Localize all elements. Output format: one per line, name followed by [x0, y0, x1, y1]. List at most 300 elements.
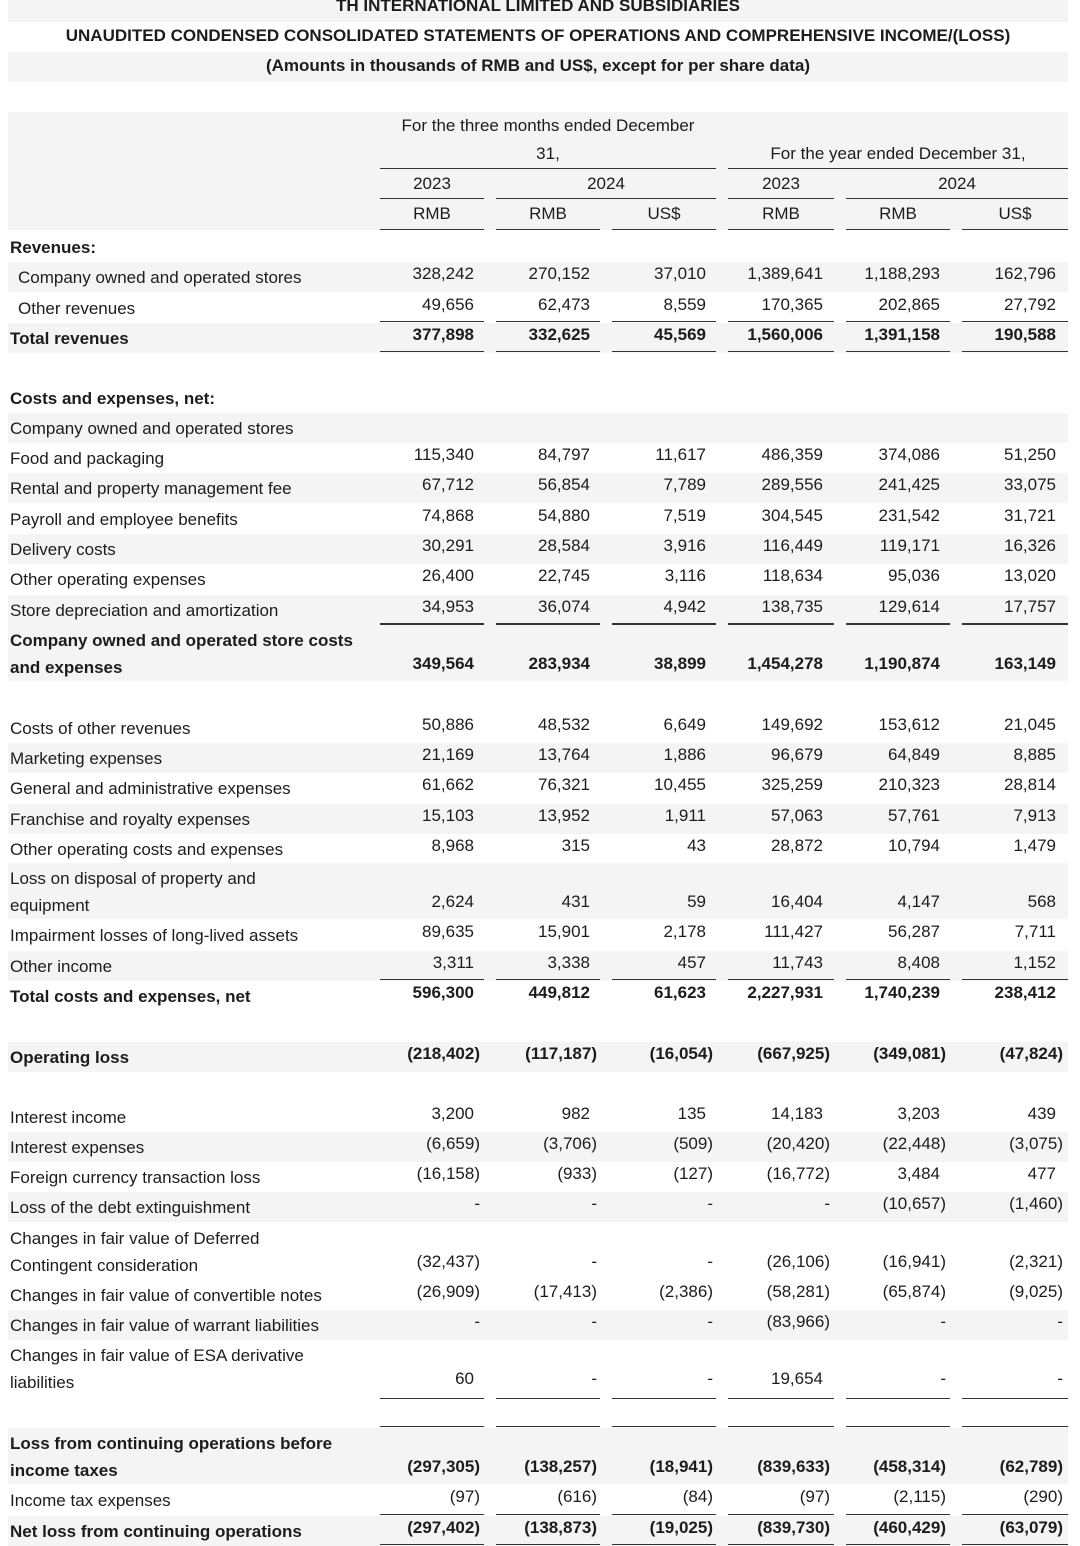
cell-value: 10,794	[888, 836, 940, 855]
row-label-line: Revenues:	[10, 238, 96, 257]
cell-value: 17,757	[1004, 597, 1056, 616]
cell-value: 138,735	[761, 597, 823, 616]
cell-value: 36,074	[538, 597, 590, 616]
total-rule	[380, 624, 484, 625]
cell-value: (3,075)	[1009, 1134, 1063, 1153]
row-label-line: Interest income	[10, 1108, 127, 1127]
total-rule	[962, 1426, 1068, 1427]
row-label	[10, 1134, 370, 1161]
row-label-line: Loss from continuing operations before	[10, 1434, 333, 1453]
cell-value: (290)	[1023, 1487, 1063, 1506]
header-year-2023-y: 2023	[762, 174, 800, 193]
row-label-line: income taxes	[10, 1461, 118, 1480]
cell-value: 54,880	[538, 506, 590, 525]
cell-value: -	[707, 1312, 713, 1331]
cell-value: 163,149	[994, 654, 1056, 673]
cell-value: 8,408	[897, 953, 940, 972]
cell-value: 15,901	[538, 922, 590, 941]
cell-value: (84)	[682, 1487, 713, 1506]
cell-value: 74,868	[422, 506, 474, 525]
cell-value: (127)	[673, 1164, 713, 1183]
cell-value: -	[940, 1369, 946, 1388]
cell-value: (65,874)	[882, 1282, 946, 1301]
row-label-line: Franchise and royalty expenses	[10, 810, 251, 829]
total-rule	[846, 321, 950, 322]
cell-value: 149,692	[761, 715, 823, 734]
cell-value: (47,824)	[999, 1044, 1063, 1063]
cell-value: 30,291	[422, 536, 474, 555]
row-label	[10, 953, 370, 980]
cell-value: 349,564	[412, 654, 474, 673]
total-rule	[846, 979, 950, 980]
row-label-line: Store depreciation and amortization	[10, 601, 279, 620]
cell-value: 332,625	[528, 325, 590, 344]
cell-value: -	[474, 1312, 480, 1331]
row-label-line: Costs of other revenues	[10, 719, 191, 738]
row-label	[10, 806, 370, 833]
row-label-line: Company owned and operated store costs	[10, 631, 353, 650]
header-year-2024-q: 2024	[587, 174, 625, 193]
cell-value: 325,259	[761, 775, 823, 794]
row-label	[10, 1194, 370, 1221]
header-currency-rmb: RMB	[529, 204, 567, 223]
cell-value: (20,420)	[766, 1134, 830, 1153]
row-label-line: Impairment losses of long-lived assets	[10, 926, 299, 945]
row-label	[10, 1044, 370, 1071]
row-label-line: Other income	[10, 957, 113, 976]
cell-value: 1,911	[664, 806, 706, 825]
cell-value: 31,721	[1004, 506, 1056, 525]
cell-value: 64,849	[888, 745, 940, 764]
cell-value: 238,412	[994, 983, 1056, 1002]
cell-value: 111,427	[764, 922, 823, 941]
cell-value: 28,584	[538, 536, 590, 555]
row-label	[10, 506, 370, 533]
row-label-line: Delivery costs	[10, 540, 116, 559]
cell-value: 26,400	[422, 566, 474, 585]
cell-value: 28,872	[771, 836, 823, 855]
cell-value: 3,311	[432, 953, 474, 972]
cell-value: 3,203	[897, 1104, 940, 1123]
row-label	[10, 865, 370, 919]
row-label	[10, 1518, 370, 1545]
row-label-line: Foreign currency transaction loss	[10, 1168, 261, 1187]
header-year-2023-q: 2023	[413, 174, 451, 193]
row-label	[10, 983, 370, 1010]
cell-value: 1,560,006	[747, 325, 823, 344]
header-quarter-period: For the three months ended December	[401, 116, 695, 135]
row-label-line: General and administrative expenses	[10, 779, 291, 798]
total-rule	[380, 979, 484, 980]
cell-value: 11,617	[655, 445, 706, 464]
row-label-line: Other operating expenses	[10, 570, 206, 589]
row-label	[10, 1430, 370, 1484]
cell-value: 15,103	[422, 806, 474, 825]
cell-value: (933)	[557, 1164, 597, 1183]
cell-value: (460,429)	[873, 1518, 946, 1537]
row-label	[10, 922, 370, 949]
row-label	[10, 415, 370, 442]
cell-value: (22,448)	[882, 1134, 946, 1153]
cell-value: 50,886	[422, 715, 474, 734]
cell-value: 37,010	[654, 264, 706, 283]
total-rule	[962, 321, 1068, 322]
cell-value: (2,115)	[893, 1487, 946, 1506]
cell-value: 57,063	[771, 806, 823, 825]
cell-value: 162,796	[994, 264, 1056, 283]
cell-value: 76,321	[538, 775, 590, 794]
cell-value: 7,913	[1013, 806, 1056, 825]
cell-value: 568	[1027, 892, 1056, 911]
row-label	[10, 475, 370, 502]
total-rule	[496, 1514, 600, 1515]
cell-value: -	[707, 1369, 713, 1388]
cell-value: 8,968	[431, 836, 474, 855]
cell-value: -	[824, 1194, 830, 1213]
cell-value: 8,559	[663, 295, 706, 314]
cell-value: (2,321)	[1009, 1252, 1063, 1271]
total-rule	[846, 1398, 950, 1399]
cell-value: (616)	[557, 1487, 597, 1506]
cell-value: 115,340	[413, 445, 474, 464]
row-label-line: Costs and expenses, net:	[10, 389, 216, 408]
row-label-line: Payroll and employee benefits	[10, 510, 238, 529]
total-rule	[728, 1398, 834, 1399]
row-label	[10, 1282, 370, 1309]
cell-value: 982	[561, 1104, 590, 1123]
total-rule	[612, 1514, 716, 1515]
cell-value: 56,854	[538, 475, 590, 494]
cell-value: 56,287	[888, 922, 940, 941]
cell-value: (19,025)	[649, 1518, 713, 1537]
row-label	[10, 715, 370, 742]
cell-value: 129,614	[878, 597, 940, 616]
cell-value: 190,588	[994, 325, 1056, 344]
row-label	[10, 1312, 370, 1339]
cell-value: (63,079)	[999, 1518, 1063, 1537]
cell-value: 11,743	[772, 953, 823, 972]
cell-value: 289,556	[761, 475, 823, 494]
cell-value: (97)	[799, 1487, 830, 1506]
row-label	[10, 775, 370, 802]
cell-value: 3,484	[897, 1164, 940, 1183]
cell-value: 27,792	[1004, 295, 1056, 314]
cell-value: 59	[687, 892, 706, 911]
cell-value: 43	[687, 836, 706, 855]
cell-value: (458,314)	[873, 1457, 946, 1476]
cell-value: 13,952	[538, 806, 590, 825]
cell-value: (138,257)	[524, 1457, 597, 1476]
cell-value: 62,473	[538, 295, 590, 314]
cell-value: 60	[455, 1369, 474, 1388]
cell-value: 2,227,931	[747, 983, 823, 1002]
total-rule	[612, 979, 716, 980]
cell-value: 315	[561, 836, 590, 855]
cell-value: 6,649	[663, 715, 706, 734]
row-label-line: Total costs and expenses, net	[10, 987, 251, 1006]
cell-value: 241,425	[878, 475, 940, 494]
total-rule	[846, 1544, 950, 1545]
cell-value: (62,789)	[999, 1457, 1063, 1476]
row-label-line: and expenses	[10, 658, 123, 677]
cell-value: 3,916	[663, 536, 706, 555]
cell-value: (6,659)	[426, 1134, 480, 1153]
header-rule	[962, 229, 1068, 230]
header-rule	[496, 198, 716, 199]
row-label	[10, 234, 370, 261]
cell-value: 33,075	[1004, 475, 1056, 494]
cell-value: 34,953	[422, 597, 474, 616]
row-label-line: Company owned and operated stores	[10, 419, 294, 438]
total-rule	[846, 624, 950, 625]
header-rule	[380, 168, 716, 169]
cell-value: (10,657)	[882, 1194, 946, 1213]
cell-value: 95,036	[888, 566, 940, 585]
row-label-line: Loss of the debt extinguishment	[10, 1198, 251, 1217]
cell-value: 1,391,158	[864, 325, 940, 344]
cell-value: 13,764	[538, 745, 590, 764]
cell-value: 116,449	[762, 536, 823, 555]
row-label-line: Changes in fair value of warrant liabilities	[10, 1316, 319, 1335]
row-label-line: Rental and property management fee	[10, 479, 292, 498]
cell-value: 270,152	[528, 264, 590, 283]
cell-value: 16,404	[771, 892, 823, 911]
cell-value: 1,190,874	[864, 654, 940, 673]
cell-value: 377,898	[412, 325, 474, 344]
cell-value: 8,885	[1013, 745, 1056, 764]
cell-value: 96,679	[771, 745, 823, 764]
header-rule	[380, 198, 484, 199]
cell-value: (17,413)	[533, 1282, 597, 1301]
cell-value: (32,437)	[416, 1252, 480, 1271]
total-rule	[496, 1426, 600, 1427]
amounts-note: (Amounts in thousands of RMB and US$, except for per share data)	[265, 56, 811, 75]
row-label-line: Company owned and operated stores	[18, 268, 302, 287]
header-currency-usd: US$	[647, 204, 681, 223]
cell-value: (138,873)	[524, 1518, 597, 1537]
total-rule	[728, 1514, 834, 1515]
header-currency-rmb: RMB	[762, 204, 800, 223]
row-label-line: Contingent consideration	[10, 1256, 199, 1275]
company-name: TH INTERNATIONAL LIMITED AND SUBSIDIARIES	[336, 0, 740, 15]
row-label	[10, 325, 370, 352]
cell-value: 10,455	[654, 775, 706, 794]
cell-value: 16,326	[1004, 536, 1056, 555]
cell-value: 1,454,278	[747, 654, 823, 673]
header-currency-usd: US$	[998, 204, 1032, 223]
header-quarter-period-line2: 31,	[536, 144, 560, 163]
total-rule	[728, 979, 834, 980]
total-rule	[846, 623, 950, 624]
cell-value: 21,045	[1004, 715, 1056, 734]
header-year-2024-y: 2024	[938, 174, 976, 193]
row-label-line: Other revenues	[18, 299, 136, 318]
cell-value: (83,966)	[766, 1312, 830, 1331]
cell-value: 84,797	[538, 445, 590, 464]
row-label	[10, 536, 370, 563]
total-rule	[962, 624, 1068, 625]
cell-value: 48,532	[538, 715, 590, 734]
header-year-period: For the year ended December 31,	[770, 144, 1026, 163]
row-label	[10, 1487, 370, 1514]
cell-value: (117,187)	[525, 1044, 597, 1063]
cell-value: 449,812	[528, 983, 590, 1002]
row-label	[10, 597, 370, 624]
cell-value: -	[591, 1369, 597, 1388]
cell-value: 49,656	[422, 295, 474, 314]
header-rule	[380, 229, 484, 230]
cell-value: 135	[677, 1104, 706, 1123]
cell-value: 22,745	[538, 566, 590, 585]
row-label	[10, 1342, 370, 1396]
total-rule	[728, 624, 834, 625]
cell-value: 3,338	[547, 953, 590, 972]
cell-value: 89,635	[422, 922, 474, 941]
cell-value: 3,116	[664, 566, 706, 585]
row-label	[10, 627, 370, 681]
row-label-line: Marketing expenses	[10, 749, 163, 768]
total-rule	[612, 624, 716, 625]
row-label-line: Operating loss	[10, 1048, 130, 1067]
header-currency-rmb: RMB	[879, 204, 917, 223]
total-rule	[612, 623, 716, 624]
total-rule	[728, 351, 834, 352]
total-rule	[496, 979, 600, 980]
cell-value: 61,662	[422, 775, 474, 794]
total-rule	[380, 1544, 484, 1545]
cell-value: 283,934	[528, 654, 590, 673]
cell-value: 170,365	[761, 295, 823, 314]
row-label-line: Changes in fair value of Deferred	[10, 1229, 260, 1248]
cell-value: 7,519	[663, 506, 706, 525]
cell-value: 7,789	[663, 475, 706, 494]
cell-value: 328,242	[412, 264, 474, 283]
cell-value: (16,158)	[416, 1164, 480, 1183]
total-rule	[612, 321, 716, 322]
cell-value: 304,545	[761, 506, 823, 525]
cell-value: (297,402)	[407, 1518, 480, 1537]
total-rule	[612, 1544, 716, 1545]
row-label	[10, 745, 370, 772]
cell-value: 14,183	[771, 1104, 823, 1123]
header-rule	[496, 229, 600, 230]
cell-value: 3,200	[431, 1104, 474, 1123]
cell-value: 7,711	[1014, 922, 1056, 941]
cell-value: (58,281)	[766, 1282, 830, 1301]
row-label	[10, 1104, 370, 1131]
cell-value: 2,624	[431, 892, 474, 911]
cell-value: 57,761	[888, 806, 940, 825]
cell-value: -	[1057, 1312, 1063, 1331]
cell-value: 486,359	[761, 445, 823, 464]
cell-value: 1,740,239	[864, 983, 940, 1002]
row-label-line: liabilities	[10, 1373, 75, 1392]
row-label	[10, 836, 370, 863]
row-label-line: Food and packaging	[10, 449, 165, 468]
total-rule	[496, 1398, 600, 1399]
cell-value: (16,054)	[649, 1044, 713, 1063]
total-rule	[380, 623, 484, 624]
row-label-line: Loss on disposal of property and	[10, 869, 256, 888]
row-label	[10, 445, 370, 472]
total-rule	[380, 1514, 484, 1515]
cell-value: (218,402)	[407, 1044, 480, 1063]
cell-value: (839,730)	[757, 1518, 830, 1537]
cell-value: 45,569	[654, 325, 706, 344]
total-rule	[728, 623, 834, 624]
cell-value: -	[1057, 1369, 1063, 1388]
total-rule	[962, 1514, 1068, 1515]
cell-value: (1,460)	[1009, 1194, 1063, 1213]
cell-value: (297,305)	[407, 1457, 480, 1476]
row-label-line: Interest expenses	[10, 1138, 145, 1157]
cell-value: 119,171	[879, 536, 940, 555]
row-label-line: equipment	[10, 896, 90, 915]
header-rule	[728, 229, 834, 230]
row-label	[18, 264, 378, 291]
cell-value: 202,865	[878, 295, 940, 314]
cell-value: (16,772)	[766, 1164, 830, 1183]
cell-value: (9,025)	[1009, 1282, 1063, 1301]
cell-value: -	[707, 1194, 713, 1213]
cell-value: (18,941)	[649, 1457, 713, 1476]
cell-value: 1,886	[663, 745, 706, 764]
statement-title: UNAUDITED CONDENSED CONSOLIDATED STATEMENTS OF OPERATIONS AND COMPREHENSIVE INCOME/(LOSS)	[65, 26, 1011, 45]
cell-value: 231,542	[878, 506, 940, 525]
total-rule	[728, 321, 834, 322]
header-rule	[728, 198, 834, 199]
cell-value: 21,169	[422, 745, 474, 764]
cell-value: (26,909)	[416, 1282, 480, 1301]
cell-value: 477	[1027, 1164, 1056, 1183]
header-rule	[612, 229, 716, 230]
row-label	[10, 566, 370, 593]
total-rule	[612, 1426, 716, 1427]
cell-value: 1,479	[1013, 836, 1056, 855]
cell-value: (26,106)	[766, 1252, 830, 1271]
cell-value: -	[707, 1252, 713, 1271]
row-label-line: Net loss from continuing operations	[10, 1522, 302, 1541]
total-rule	[496, 624, 600, 625]
total-rule	[962, 623, 1068, 624]
cell-value: 153,612	[878, 715, 940, 734]
total-rule	[962, 979, 1068, 980]
cell-value: (667,925)	[757, 1044, 830, 1063]
cell-value: 38,899	[654, 654, 706, 673]
row-label	[10, 385, 370, 412]
cell-value: -	[591, 1252, 597, 1271]
cell-value: -	[474, 1194, 480, 1213]
total-rule	[496, 623, 600, 624]
total-rule	[728, 1544, 834, 1545]
cell-value: 457	[677, 953, 706, 972]
cell-value: 13,020	[1004, 566, 1056, 585]
cell-value: -	[940, 1312, 946, 1331]
row-label	[10, 1164, 370, 1191]
cell-value: (3,706)	[543, 1134, 597, 1153]
total-rule	[846, 351, 950, 352]
cell-value: 2,178	[663, 922, 706, 941]
row-label	[10, 1225, 370, 1279]
cell-value: (509)	[673, 1134, 713, 1153]
header-currency-rmb: RMB	[413, 204, 451, 223]
total-rule	[962, 1398, 1068, 1399]
row-label-line: Changes in fair value of ESA derivative	[10, 1346, 304, 1365]
cell-value: (97)	[449, 1487, 480, 1506]
total-rule	[612, 351, 716, 352]
total-rule	[496, 351, 600, 352]
header-rule	[846, 229, 950, 230]
